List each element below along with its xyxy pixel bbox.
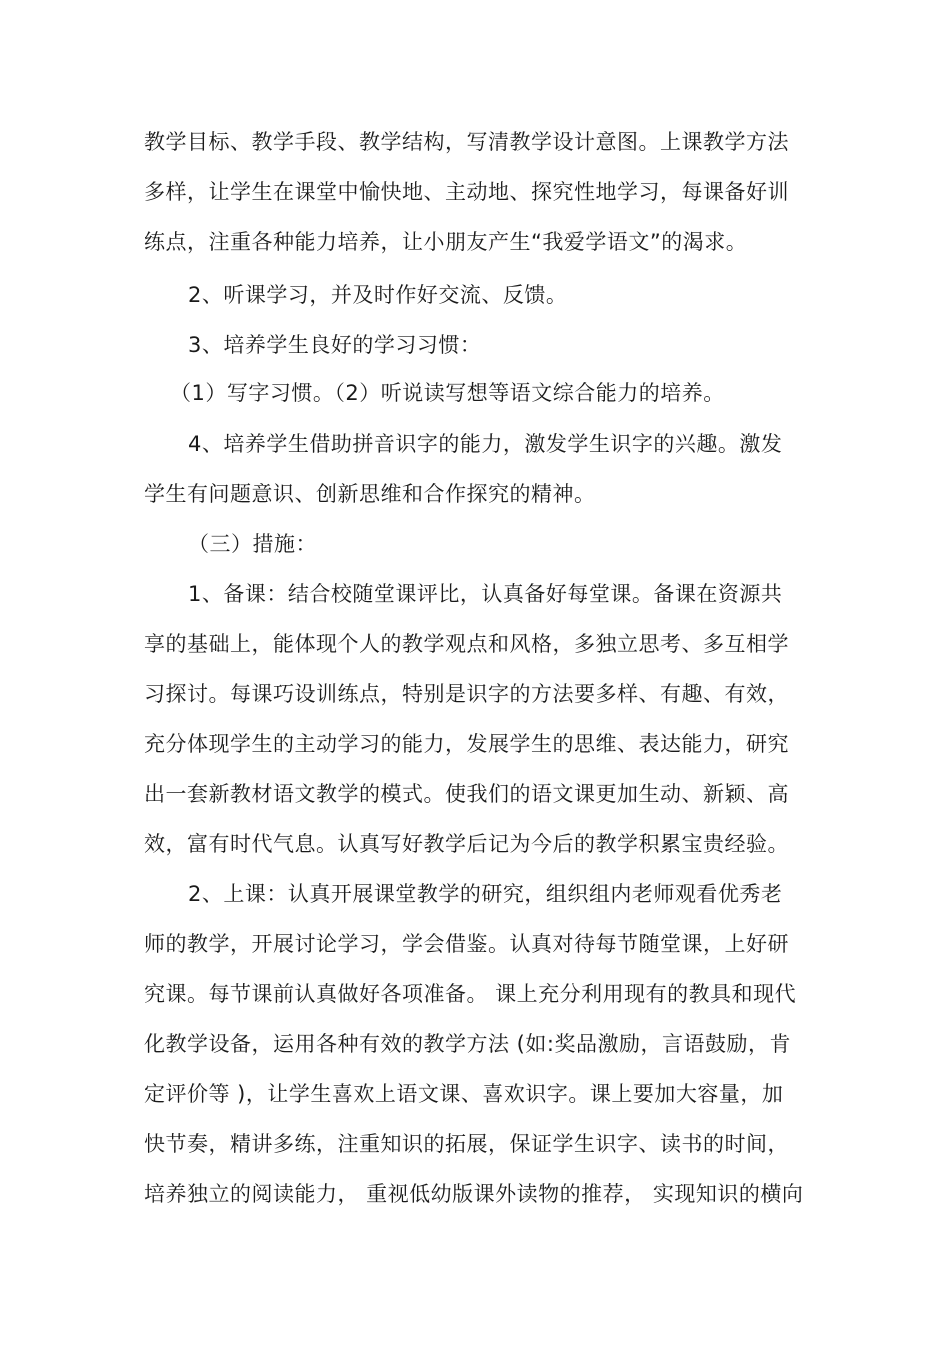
- text-line-6: （1）写字习惯。（2）听说读写想等语文综合能力的培养。: [170, 381, 725, 405]
- text-line-8: 学生有问题意识、创新思维和合作探究的精神。: [144, 482, 596, 506]
- text-line-2: 多样，让学生在课堂中愉快地、主动地、探究性地学习，每课备好训: [144, 180, 789, 204]
- text-line-18: 究课。每节课前认真做好各项准备。 课上充分利用现有的教具和现代: [144, 982, 797, 1006]
- text-line-19: 化教学设备，运用各种有效的教学方法 (如:奖品激励，言语鼓励，肯: [144, 1032, 791, 1056]
- text-line-13: 充分体现学生的主动学习的能力，发展学生的思维、表达能力，研究: [144, 732, 789, 756]
- text-line-3: 练点，注重各种能力培养，让小朋友产生“我爱学语文”的渴求。: [144, 230, 748, 254]
- section-heading-measures: （三）措施：: [188, 532, 317, 556]
- text-line-20: 定评价等 )，让学生喜欢上语文课、喜欢识字。课上要加大容量，加: [144, 1082, 784, 1106]
- text-line-11: 享的基础上，能体现个人的教学观点和风格，多独立思考、多互相学: [144, 632, 789, 656]
- text-line-17: 师的教学，开展讨论学习，学会借鉴。认真对待每节随堂课，上好研: [144, 932, 789, 956]
- text-line-16: 2、上课：认真开展课堂教学的研究，组织组内老师观看优秀老: [188, 882, 783, 906]
- text-line-12: 习探讨。每课巧设训练点，特别是识字的方法要多样、有趣、有效，: [144, 682, 789, 706]
- text-line-10: 1、备课：结合校随堂课评比，认真备好每堂课。备课在资源共: [188, 582, 783, 606]
- text-line-5: 3、培养学生良好的学习习惯：: [188, 333, 482, 357]
- text-line-21: 快节奏，精讲多练，注重知识的拓展，保证学生识字、读书的时间，: [144, 1132, 789, 1156]
- text-line-7: 4、培养学生借助拼音识字的能力，激发学生识字的兴趣。激发: [188, 432, 783, 456]
- text-line-4: 2、听课学习，并及时作好交流、反馈。: [188, 283, 568, 307]
- text-line-14: 出一套新教材语文教学的模式。使我们的语文课更加生动、新颖、高: [144, 782, 789, 806]
- text-line-22: 培养独立的阅读能力， 重视低幼版课外读物的推荐， 实现知识的横向: [144, 1182, 804, 1206]
- text-line-15: 效，富有时代气息。认真写好教学后记为今后的教学积累宝贵经验。: [144, 832, 789, 856]
- text-line-1: 教学目标、教学手段、教学结构，写清教学设计意图。上课教学方法: [144, 130, 789, 154]
